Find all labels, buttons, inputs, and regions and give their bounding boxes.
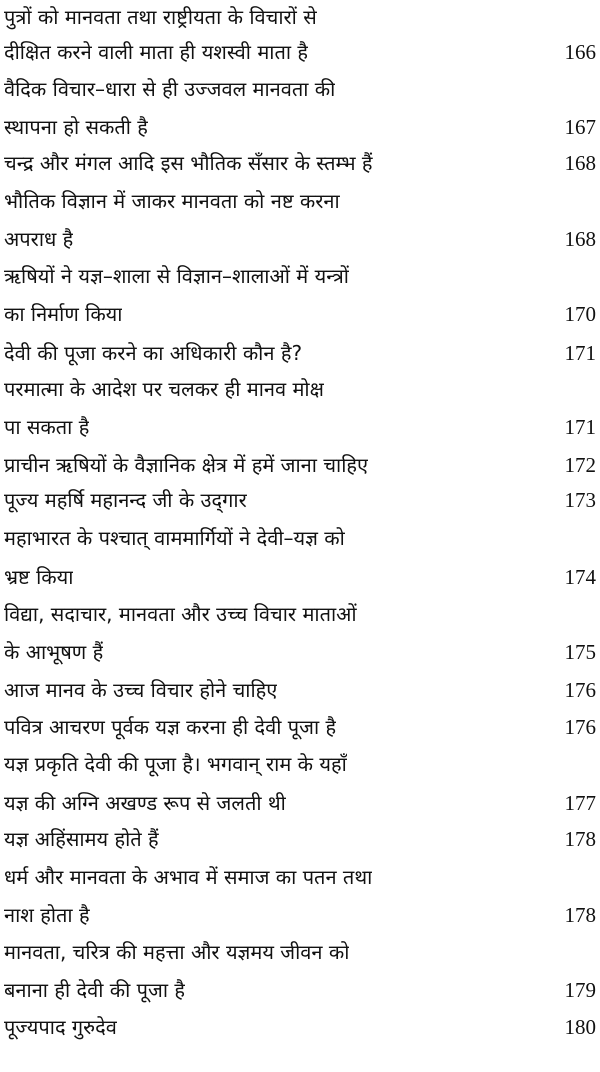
- toc-entry-line: [4, 747, 596, 781]
- toc-entry-page-number: 168: [564, 227, 596, 251]
- toc-entry-title: चन्द्र और मंगल आदि इस भौतिक सँसार के स्तम्भ हैं: [4, 151, 373, 175]
- toc-entry-line: [4, 448, 596, 482]
- toc-entry-title: विद्या, सदाचार, मानवता और उच्च विचार माताओं: [4, 602, 357, 626]
- toc-entry-line: [4, 1010, 596, 1044]
- toc-entry-page-number: 178: [564, 903, 596, 927]
- toc-entry-title: स्थापना हो सकती है: [4, 115, 148, 139]
- toc-entry-page-number: 171: [564, 341, 596, 365]
- toc-entry-title: पवित्र आचरण पूर्वक यज्ञ करना ही देवी पूजा है: [4, 715, 337, 739]
- toc-entry-title: धर्म और मानवता के अभाव में समाज का पतन तथा: [4, 865, 373, 889]
- toc-entry-line: [4, 336, 596, 370]
- toc-entry-title: आज मानव के उच्च विचार होने चाहिए: [4, 678, 278, 702]
- toc-entry-line: [4, 259, 596, 293]
- toc-entry-title: के आभूषण हैं: [4, 640, 104, 664]
- toc-entry-title: देवी की पूजा करने का अधिकारी कौन है?: [4, 341, 303, 365]
- toc-entry-title: पा सकता है: [4, 415, 90, 439]
- toc-entry-line: [4, 786, 596, 820]
- toc-entry-title: दीक्षित करने वाली माता ही यशस्वी माता है: [4, 40, 309, 64]
- toc-entry-line: [4, 146, 596, 180]
- toc-entry-page-number: 177: [564, 791, 596, 815]
- toc-entry-line: [4, 372, 596, 406]
- toc-entry-title: पूज्य महर्षि महानन्द जी के उद्‌गार: [4, 488, 247, 512]
- toc-entry-page-number: 180: [564, 1015, 596, 1039]
- toc-entry-page-number: 178: [564, 827, 596, 851]
- toc-entry-line: [4, 483, 596, 517]
- toc-entry-line: [4, 297, 596, 331]
- toc-entry-line: [4, 635, 596, 669]
- toc-entry-line: [4, 110, 596, 144]
- toc-entry-line: [4, 710, 596, 744]
- toc-entry-page-number: 168: [564, 151, 596, 175]
- toc-entry-page-number: 166: [564, 40, 596, 64]
- toc-entry-title: बनाना ही देवी की पूजा है: [4, 978, 186, 1002]
- toc-entry-page-number: 170: [564, 302, 596, 326]
- toc-entry-line: [4, 560, 596, 594]
- toc-entry-line: [4, 898, 596, 932]
- toc-entry-line: [4, 597, 596, 631]
- toc-entry-line: [4, 973, 596, 1007]
- toc-entry-page-number: 174: [564, 565, 596, 589]
- toc-entry-page-number: 176: [564, 715, 596, 739]
- toc-entry-page-number: 167: [564, 115, 596, 139]
- toc-entry-line: [4, 822, 596, 856]
- toc-entry-title: पुत्रों को मानवता तथा राष्ट्रीयता के विचारों से: [4, 5, 317, 29]
- toc-entry-line: [4, 673, 596, 707]
- toc-entry-title: का निर्माण किया: [4, 302, 123, 326]
- toc-entry-title: भ्रष्ट किया: [4, 565, 74, 589]
- toc-entry-line: [4, 72, 596, 106]
- toc-entry-line: [4, 860, 596, 894]
- toc-entry-page-number: 176: [564, 678, 596, 702]
- toc-entry-title: यज्ञ की अग्नि अखण्ड रूप से जलती थी: [4, 791, 286, 815]
- toc-entry-line: [4, 521, 596, 555]
- toc-entry-line: [4, 0, 596, 34]
- toc-entry-title: भौतिक विज्ञान में जाकर मानवता को नष्ट करना: [4, 189, 340, 213]
- toc-entry-line: [4, 410, 596, 444]
- toc-entry-title: मानवता, चरित्र की महत्ता और यज्ञमय जीवन को: [4, 940, 350, 964]
- toc-entry-title: प्राचीन ऋषियों के वैज्ञानिक क्षेत्र में हमें जाना चाहिए: [4, 453, 369, 477]
- toc-entry-page-number: 171: [564, 415, 596, 439]
- toc-entry-page-number: 173: [564, 488, 596, 512]
- toc-entry-title: वैदिक विचार–धारा से ही उज्जवल मानवता की: [4, 77, 336, 101]
- toc-entry-title: परमात्मा के आदेश पर चलकर ही मानव मोक्ष: [4, 377, 324, 401]
- toc-entry-page-number: 175: [564, 640, 596, 664]
- toc-entry-line: [4, 184, 596, 218]
- toc-entry-title: यज्ञ प्रकृति देवी की पूजा है। भगवान् राम के यहाँ: [4, 752, 347, 776]
- toc-entry-title: नाश होता है: [4, 903, 90, 927]
- toc-entry-line: [4, 35, 596, 69]
- toc-entry-line: [4, 222, 596, 256]
- toc-entry-title: पूज्यपाद गुरुदेव: [4, 1015, 117, 1039]
- toc-entry-title: यज्ञ अहिंसामय होते हैं: [4, 827, 159, 851]
- toc-entry-title: ऋषियों ने यज्ञ–शाला से विज्ञान–शालाओं में यन्त्रों: [4, 264, 349, 288]
- toc-entry-title: अपराध है: [4, 227, 74, 251]
- toc-entry-page-number: 172: [564, 453, 596, 477]
- toc-entry-line: [4, 935, 596, 969]
- toc-entry-page-number: 179: [564, 978, 596, 1002]
- toc-entry-title: महाभारत के पश्चात् वाममार्गियों ने देवी–यज्ञ को: [4, 526, 345, 550]
